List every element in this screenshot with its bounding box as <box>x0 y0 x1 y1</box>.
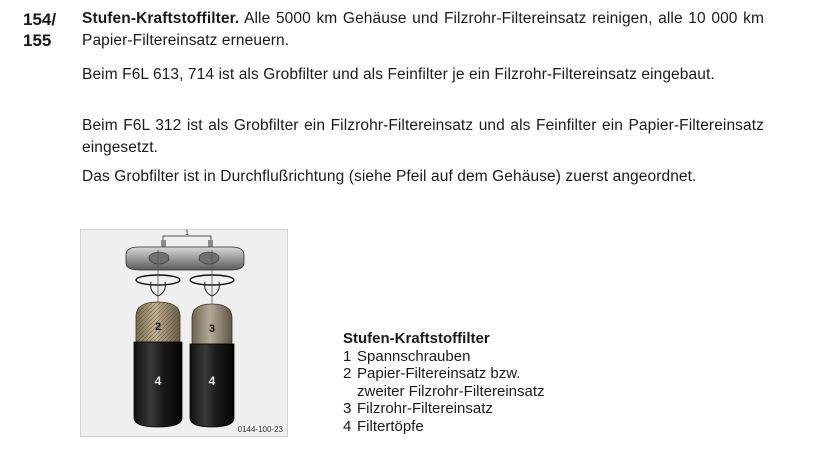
label-4-left: 4 <box>154 374 162 388</box>
paragraph-1 <box>82 8 764 52</box>
section-number-line1: 154/ <box>23 10 57 29</box>
legend-item <box>343 348 545 366</box>
paragraph-1-text: Alle 5000 km Gehäuse und Filzrohr-Filtereinsatz reinigen, alle 10 000 km Papier-Filtereinsatz erneuern. <box>82 10 764 49</box>
legend-item-number: 1 <box>343 347 352 365</box>
legend-item-text: Filzrohr-Filtereinsatz <box>357 400 493 417</box>
legend-item-continuation: zweiter Filzrohr-Filtereinsatz <box>357 382 545 400</box>
legend-item <box>343 365 545 383</box>
section-number <box>23 9 78 51</box>
paragraph-2: Beim F6L 613, 714 ist als Grobfilter und als Feinfilter je ein Filzrohr-Filtereinsatz eingebaut. <box>82 66 715 83</box>
filter-head <box>126 247 244 270</box>
label-4-right: 4 <box>208 374 216 388</box>
legend-item-text: Filtertöpfe <box>357 417 424 435</box>
legend-item-number: 3 <box>343 400 352 417</box>
figure-legend <box>343 330 545 435</box>
filter-photo <box>80 229 288 437</box>
label-1: 1 <box>185 230 189 237</box>
legend-item <box>343 400 545 418</box>
section-number-line2: 155 <box>23 31 52 50</box>
filter-illustration <box>81 230 287 436</box>
paragraph-4: Das Grobfilter ist in Durchflußrichtung (siehe Pfeil auf dem Gehäuse) zuerst angeordnet. <box>82 168 697 185</box>
paragraph-1-heading: Stufen-Kraftstoffilter. <box>82 10 240 27</box>
label-3: 3 <box>208 323 216 335</box>
legend-item-number: 4 <box>343 417 352 435</box>
legend-item-text: Spannschrauben <box>357 347 471 365</box>
figure-code: 0144-100-23 <box>237 425 283 434</box>
legend-item-number: 2 <box>343 365 352 382</box>
legend-item-text: Papier-Filtereinsatz bzw. <box>357 365 521 382</box>
paragraph-3: Beim F6L 312 ist als Grobfilter ein Filzrohr-Filtereinsatz und als Feinfilter ein Papier-Filtereinsatz eingesetzt. <box>82 117 764 156</box>
label-2: 2 <box>154 321 162 333</box>
legend-title: Stufen-Kraftstoffilter <box>343 330 490 347</box>
legend-item <box>343 418 545 436</box>
